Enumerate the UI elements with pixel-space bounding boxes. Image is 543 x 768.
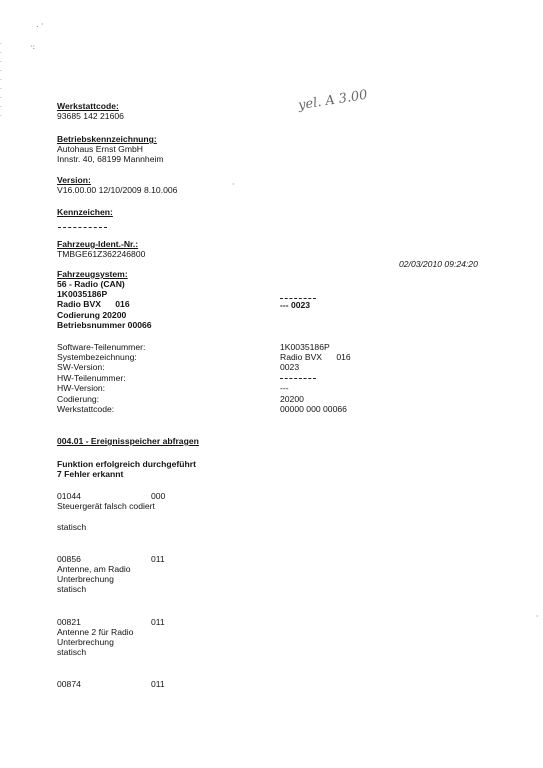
vehicle-system-line: Betriebsnummer 00066 (57, 320, 152, 330)
fault-number: 011 (151, 679, 165, 689)
fault-description: Antenne 2 für Radio (57, 627, 134, 637)
fault-status: statisch (57, 647, 87, 657)
vehicle-system-right-value: --- 0023 (280, 300, 311, 310)
business-designation-label: Betriebskennzeichnung: (57, 134, 157, 144)
vin-label: Fahrzeug-Ident.-Nr.: (57, 239, 139, 249)
spec-value: 1K0035186P (280, 342, 330, 352)
scan-speck: · (536, 612, 539, 621)
spec-value-blank (280, 378, 316, 379)
spec-label: HW-Teilenummer: (57, 373, 126, 383)
spec-label: HW-Version: (57, 383, 106, 393)
spec-label: Werkstattcode: (57, 404, 115, 414)
fault-code: 01044 (57, 491, 81, 501)
scan-speck: · (232, 180, 235, 189)
spec-value: 0023 (280, 362, 300, 372)
timestamp: 02/03/2010 09:24:20 (399, 259, 478, 269)
vin-value: TMBGE61Z362246800 (57, 249, 146, 259)
fault-number: 011 (151, 554, 165, 564)
fault-description: Steuergerät falsch codiert (57, 501, 155, 511)
handwritten-note: yel. A 3.00 (297, 87, 369, 114)
spec-label: Codierung: (57, 394, 100, 404)
workshop-code-label: Werkstattcode: (57, 101, 119, 111)
vehicle-system-line: 56 - Radio (CAN) (57, 279, 125, 289)
fault-code: 00856 (57, 554, 81, 564)
workshop-code-value: 93685 142 21606 (57, 111, 124, 121)
section-fault-count: 7 Fehler erkannt (57, 469, 124, 479)
spec-label: Systembezeichnung: (57, 352, 137, 362)
fault-detail: Unterbrechung (57, 574, 114, 584)
version-value: V16.00.00 12/10/2009 8.10.006 (57, 185, 178, 195)
fault-detail: Unterbrechung (57, 637, 114, 647)
fault-code: 00874 (57, 679, 81, 689)
business-designation-line1: Autohaus Ernst GmbH (57, 144, 143, 154)
scan-speck: ·: (30, 42, 36, 51)
spec-label: SW-Version: (57, 362, 105, 372)
section-title: 004.01 - Ereignisspeicher abfragen (57, 436, 199, 446)
license-plate-blank (58, 227, 107, 228)
vehicle-system-line: Codierung 20200 (57, 310, 127, 320)
spec-value: --- (280, 383, 289, 393)
fault-status: statisch (57, 522, 87, 532)
vehicle-system-line: Radio BVX 016 (57, 299, 130, 309)
version-label: Version: (57, 175, 91, 185)
fault-code: 00821 (57, 617, 81, 627)
vehicle-system-blank (280, 298, 316, 299)
vehicle-system-label: Fahrzeugsystem: (57, 269, 128, 279)
vehicle-system-line: 1K0035186P (57, 289, 108, 299)
fault-number: 000 (151, 491, 166, 501)
scan-edge: · · · · · · · · · (0, 41, 2, 120)
section-status: Funktion erfolgreich durchgeführt (57, 459, 196, 469)
fault-description: Antenne, am Radio (57, 564, 131, 574)
fault-number: 011 (151, 617, 165, 627)
spec-value: 00000 000 00066 (280, 404, 347, 414)
fault-status: statisch (57, 584, 87, 594)
spec-value: Radio BVX 016 (280, 352, 351, 362)
spec-value: 20200 (280, 394, 304, 404)
license-plate-label: Kennzeichen: (57, 207, 113, 217)
spec-label: Software-Teilenummer: (57, 342, 146, 352)
business-designation-line2: Innstr. 40, 68199 Mannheim (57, 154, 164, 164)
scan-speck: . · (36, 20, 44, 29)
